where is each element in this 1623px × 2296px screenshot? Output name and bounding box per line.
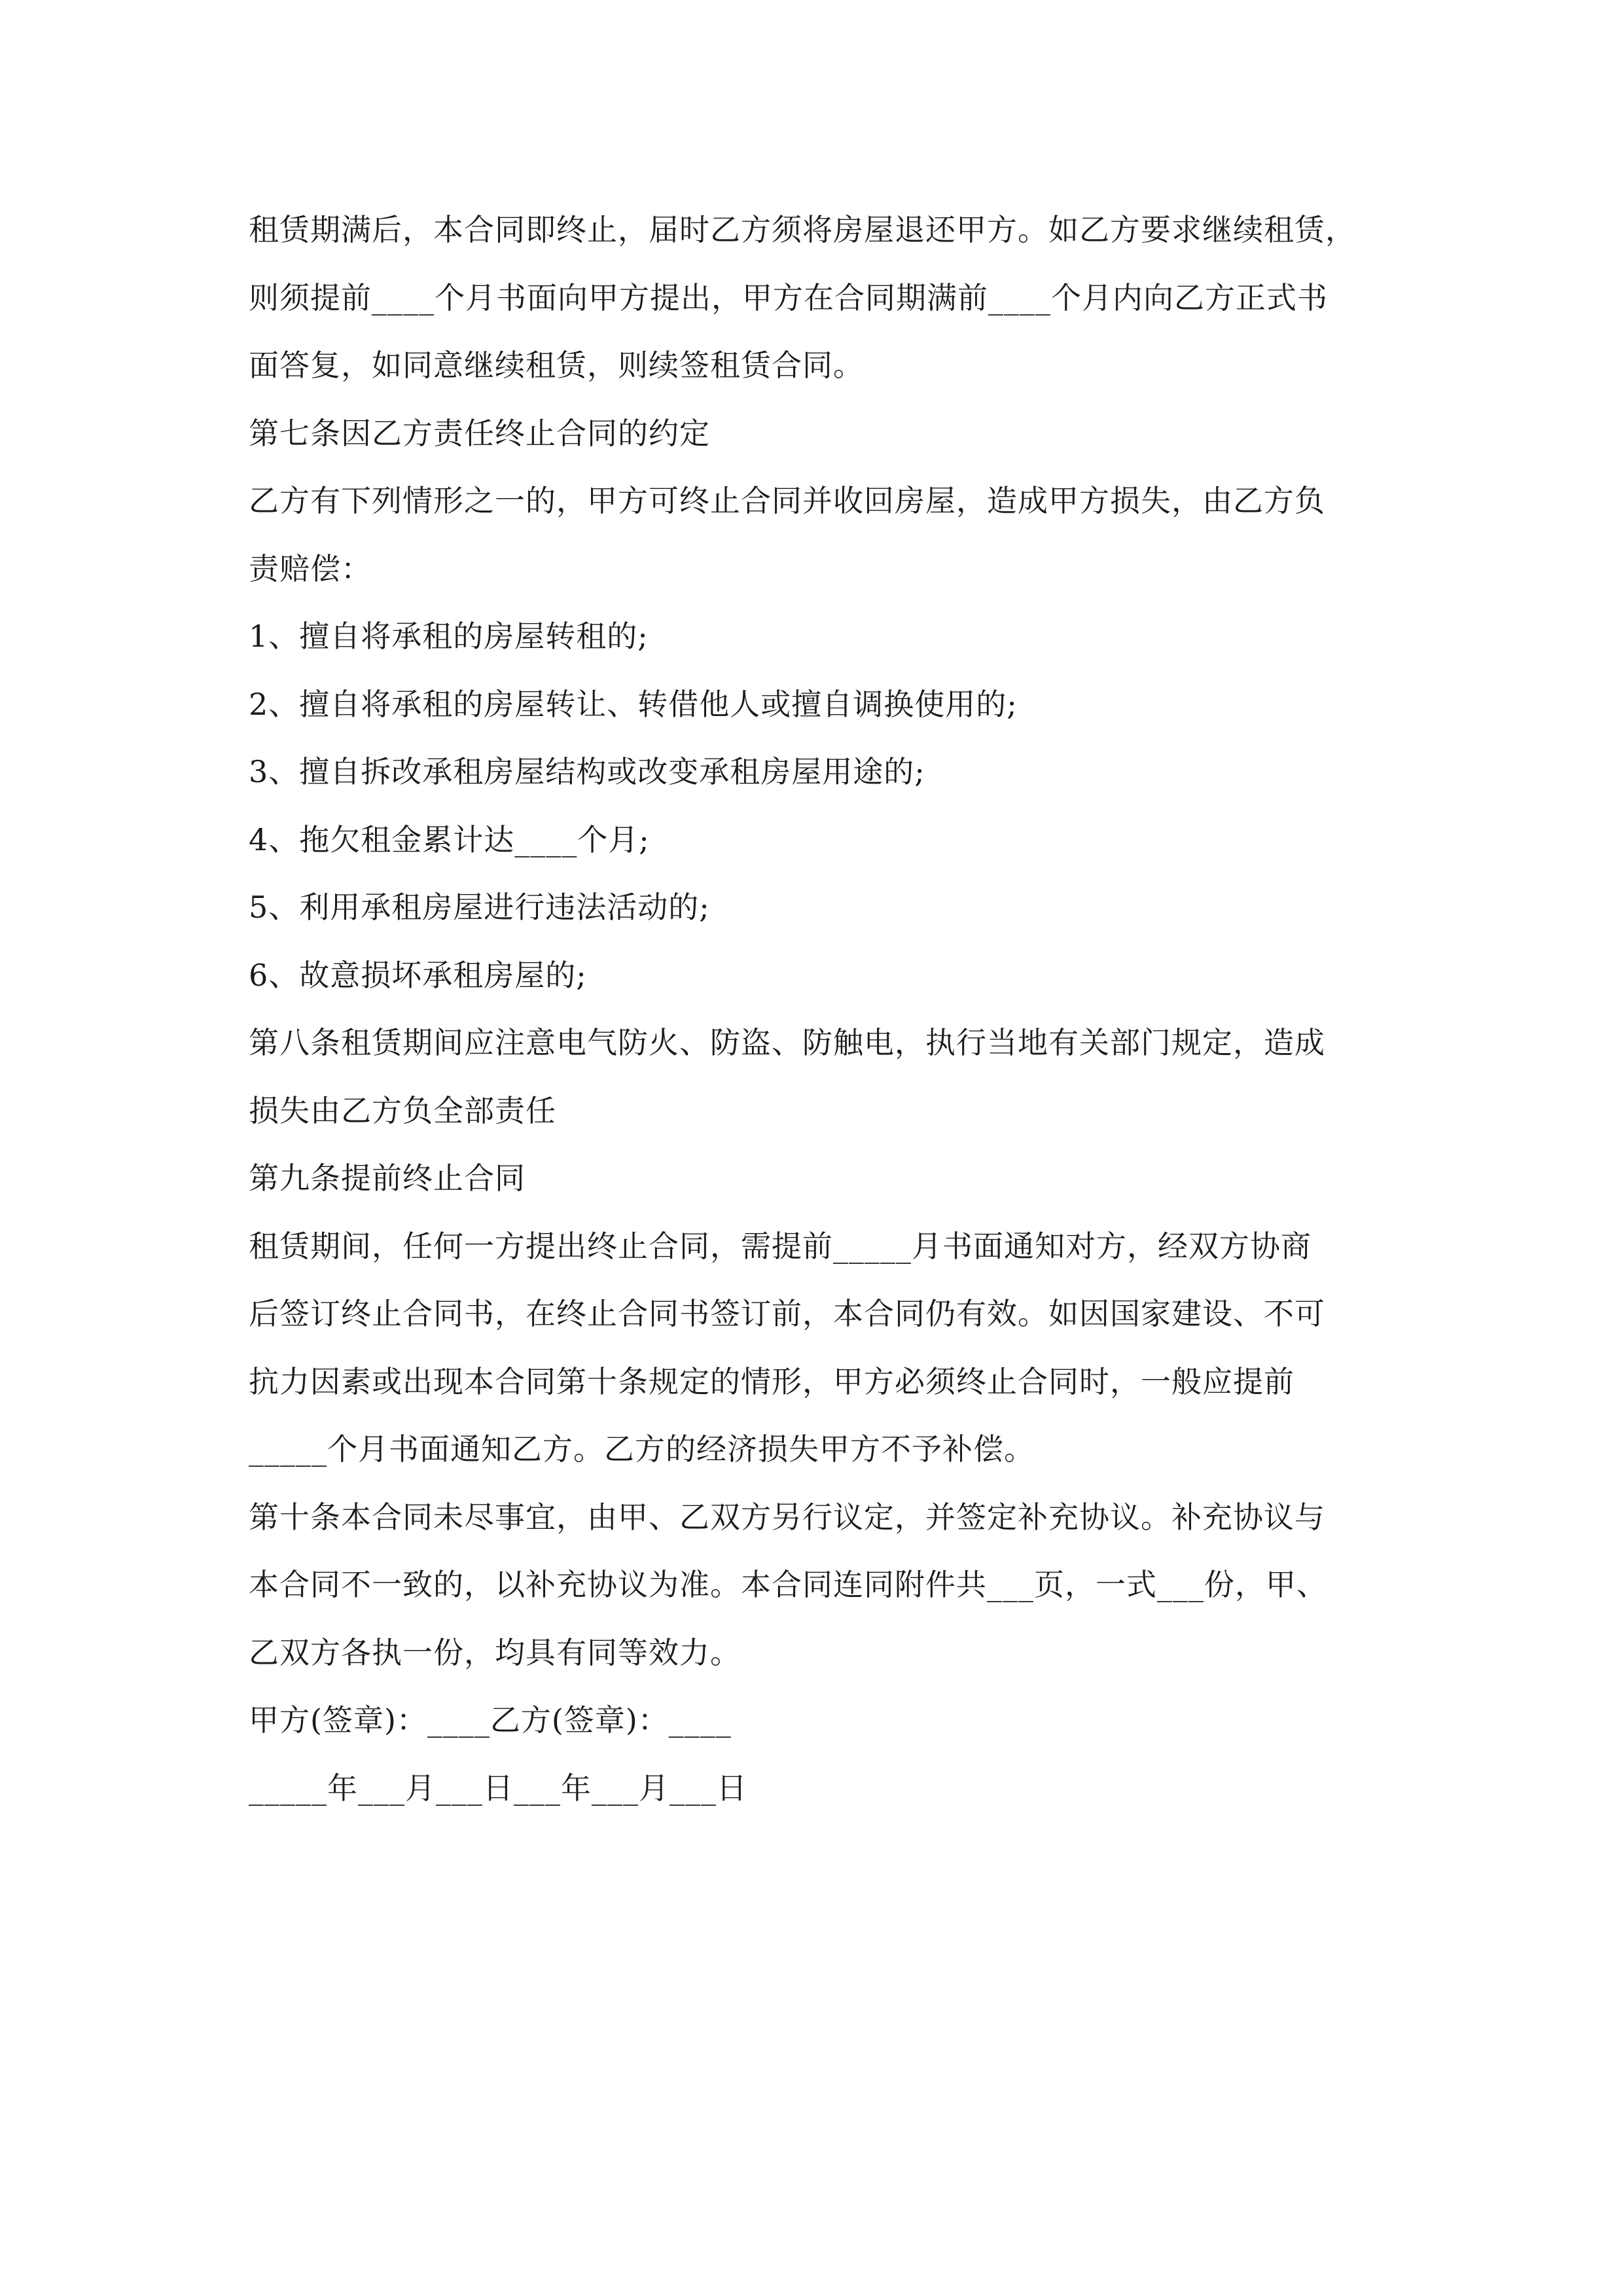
document-body <box>249 196 1420 1822</box>
text-line: 本合同不一致的，以补充协议为准。本合同连同附件共___页，一式___份，甲、 <box>249 1567 1327 1602</box>
text-line: 租赁期满后，本合同即终止，届时乙方须将房屋退还甲方。如乙方要求继续租赁， <box>249 212 1356 247</box>
list-item: 3、擅自拆改承租房屋结构或改变承租房屋用途的; <box>249 754 925 789</box>
text-line: 责赔偿： <box>249 550 372 586</box>
text-line: 面答复，如同意继续租赁，则续签租赁合同。 <box>249 348 864 383</box>
text-line: 损失由乙方负全部责任 <box>249 1092 556 1128</box>
text-line: 则须提前____个月书面向甲方提出，甲方在合同期满前____个月内向乙方正式书 <box>249 279 1328 315</box>
text-line: 乙双方各执一份，均具有同等效力。 <box>249 1634 741 1670</box>
list-item: 2、擅自将承租的房屋转让、转借他人或擅自调换使用的; <box>249 686 1018 722</box>
list-item: 5、利用承租房屋进行违法活动的; <box>249 889 710 925</box>
date-line: _____年___月___日___年___月___日 <box>249 1770 747 1806</box>
list-item: 6、故意损坏承租房屋的; <box>249 957 587 993</box>
signature-line: 甲方(签章)：____乙方(签章)：____ <box>249 1702 732 1738</box>
section-heading-8: 第八条租赁期间应注意电气防火、防盗、防触电，执行当地有关部门规定，造成 <box>249 1025 1325 1060</box>
text-line: 抗力因素或出现本合同第十条规定的情形，甲方必须终止合同时，一般应提前 <box>249 1363 1294 1399</box>
section-heading-9: 第九条提前终止合同 <box>249 1160 526 1196</box>
section-heading-7: 第七条因乙方责任终止合同的约定 <box>249 415 710 451</box>
text-line: _____个月书面通知乙方。乙方的经济损失甲方不予补偿。 <box>249 1431 1035 1467</box>
list-item: 4、拖欠租金累计达____个月; <box>249 821 650 857</box>
section-heading-10: 第十条本合同未尽事宜，由甲、乙双方另行议定，并签定补充协议。补充协议与 <box>249 1499 1325 1535</box>
list-item: 1、擅自将承租的房屋转租的; <box>249 619 649 654</box>
text-line: 租赁期间，任何一方提出终止合同，需提前_____月书面通知对方，经双方协商 <box>249 1228 1311 1264</box>
text-line: 后签订终止合同书，在终止合同书签订前，本合同仍有效。如因国家建设、不可 <box>249 1296 1325 1331</box>
text-line: 乙方有下列情形之一的，甲方可终止合同并收回房屋，造成甲方损失，由乙方负 <box>249 483 1325 518</box>
